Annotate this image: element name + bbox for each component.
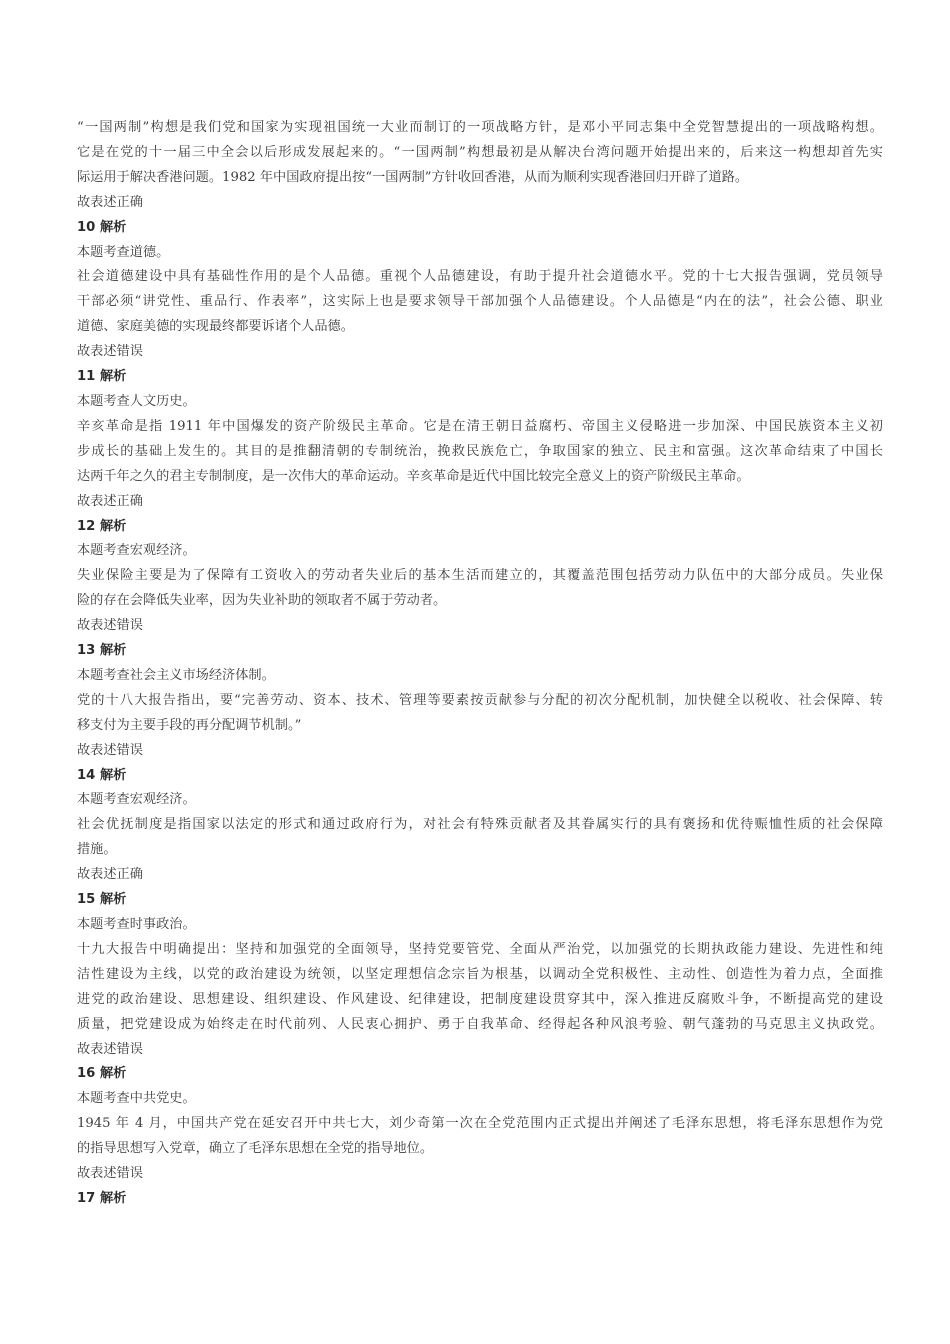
section-topic: 本题考查社会主义市场经济体制。	[77, 667, 275, 683]
paragraph-line: 社会优抚制度是指国家以法定的形式和通过政府行为，对社会有特殊贡献者及其眷属实行的具有褒扬和优待赈恤性质的社会保障	[77, 817, 883, 833]
paragraph-line: 进党的政治建设、思想建设、组织建设、作风建设、纪律建设，把制度建设贯穿其中，深入推进反腐败斗争，不断提高党的建设	[77, 991, 883, 1007]
paragraph-line: 1945 年 4 月，中国共产党在延安召开中共七大，刘少奇第一次在全党范围内正式提出并阐述了毛泽东思想，将毛泽东思想作为党	[77, 1116, 883, 1132]
section-heading: 14 解析	[77, 767, 127, 783]
paragraph-line: 步成长的基础上发生的。其目的是推翻清朝的专制统治，挽救民族危亡，争取国家的独立、民主和富强。这次革命结束了中国长	[77, 443, 883, 459]
section-10	[77, 216, 883, 365]
verdict-text: 故表述错误	[77, 1166, 143, 1182]
section-heading: 13 解析	[77, 643, 127, 659]
section-topic: 本题考查宏观经济。	[77, 543, 196, 559]
section-topic: 本题考查时事政治。	[77, 917, 196, 932]
paragraph-line: 社会道德建设中具有基础性作用的是个人品德。重视个人品德建设，有助于提升社会道德水平。党的十七大报告强调，党员领导	[77, 269, 883, 285]
section-17	[77, 1187, 883, 1212]
paragraph-line: 党的十八大报告指出，要“完善劳动、资本、技术、管理等要素按贡献参与分配的初次分配机制，加快健全以税收、社会保障、转	[77, 692, 883, 708]
verdict-text: 故表述错误	[77, 618, 143, 634]
paragraph-line: “一国两制”构想是我们党和国家为实现祖国统一大业而制订的一项战略方针，是邓小平同志集中全党智慧提出的一项战略构想。	[77, 120, 883, 135]
paragraph-line: 它是在党的十一届三中全会以后形成发展起来的。“一国两制”构想最初是从解决台湾问题开始提出来的，后来这一构想却首先实	[77, 144, 883, 160]
section-topic: 本题考查中共党史。	[77, 1091, 196, 1107]
verdict-text: 故表述正确	[77, 493, 143, 509]
verdict-text: 故表述错误	[77, 344, 143, 360]
section-heading: 15 解析	[77, 892, 127, 908]
verdict-text: 故表述正确	[77, 194, 143, 210]
verdict-text: 故表述正确	[77, 867, 143, 883]
paragraph-line: 辛亥革命是指 1911 年中国爆发的资产阶级民主革命。它是在清王朝日益腐朽、帝国主义侵略进一步加深、中国民族资本主义初	[77, 418, 883, 434]
paragraph-line: 达两千年之久的君主专制制度，是一次伟大的革命运动。辛亥革命是近代中国比较完全意义上的资产阶级民主革命。	[77, 468, 750, 484]
section-13	[77, 639, 883, 764]
verdict-text: 故表述错误	[77, 1041, 143, 1057]
paragraph-line: 十九大报告中明确提出：坚持和加强党的全面领导，坚持党要管党、全面从严治党，以加强党的长期执政能力建设、先进性和纯	[77, 941, 883, 957]
paragraph-line: 质量，把党建设成为始终走在时代前列、人民衷心拥护、勇于自我革命、经得起各种风浪考验、朝气蓬勃的马克思主义执政党。	[77, 1016, 883, 1032]
paragraph-line: 险的存在会降低失业率，因为失业补助的领取者不属于劳动者。	[77, 593, 447, 609]
section-12	[77, 515, 883, 640]
paragraph-line: 措施。	[77, 842, 117, 858]
section-15	[77, 888, 883, 1062]
section-topic: 本题考查宏观经济。	[77, 792, 196, 808]
paragraph-line: 干部必须“讲党性、重品行、作表率”，这实际上也是要求领导干部加强个人品德建设。个人品德是“内在的法”，社会公德、职业	[77, 294, 883, 310]
section-heading: 10 解析	[77, 219, 127, 235]
section-11	[77, 365, 883, 514]
paragraph-line: 的指导思想写入党章，确立了毛泽东思想在全党的指导地位。	[77, 1141, 434, 1157]
paragraph-line: 洁性建设为主线，以党的政治建设为统领，以坚定理想信念宗旨为根基，以调动全党积极性、主动性、创造性为着力点，全面推	[77, 966, 883, 982]
paragraph-line: 道德、家庭美德的实现最终都要诉诸个人品德。	[77, 319, 354, 335]
section-heading: 12 解析	[77, 518, 127, 534]
section-16	[77, 1062, 883, 1187]
section-14	[77, 764, 883, 889]
paragraph-line: 际运用于解决香港问题。1982 年中国政府提出按“一国两制”方针收回香港，从而为顺利实现香港回归开辟了道路。	[77, 169, 749, 185]
section-heading: 17 解析	[77, 1190, 127, 1206]
paragraph-line: 失业保险主要是为了保障有工资收入的劳动者失业后的基本生活而建立的，其覆盖范围包括劳动力队伍中的大部分成员。失业保	[77, 568, 883, 584]
section-heading: 16 解析	[77, 1066, 127, 1082]
verdict-text: 故表述错误	[77, 742, 143, 758]
intro-block	[77, 116, 883, 216]
section-heading: 11 解析	[77, 369, 127, 385]
section-topic: 本题考查道德。	[77, 244, 170, 260]
section-topic: 本题考查人文历史。	[77, 393, 196, 409]
paragraph-line: 移支付为主要手段的再分配调节机制。”	[77, 717, 302, 733]
document-page	[77, 116, 883, 1212]
